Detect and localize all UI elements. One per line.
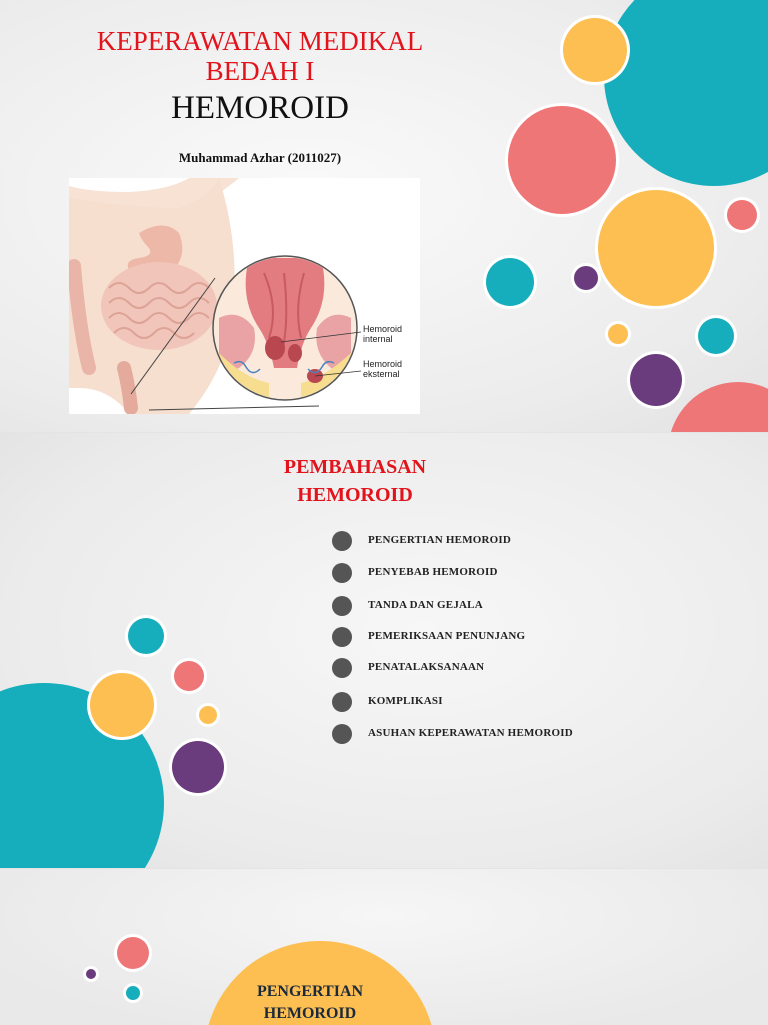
bullet-icon [332, 658, 352, 678]
decor-circle-teal-small [128, 618, 164, 654]
bullet-icon [332, 531, 352, 551]
decor-circle-coral [508, 106, 616, 214]
decor-circle-teal-mini [698, 318, 734, 354]
bullet-icon [332, 627, 352, 647]
label-external-2: eksternal [363, 369, 400, 379]
decor-circle-purple-small [574, 266, 598, 290]
decor-circle-coral-small [117, 937, 149, 969]
decor-circle-yellow-mid [598, 190, 714, 306]
slide-title [0, 0, 768, 432]
section-title-line1: PEMBAHASAN [283, 456, 427, 478]
decor-circle-coral-small [174, 661, 204, 691]
main-title-line1: KEPERAWATAN MEDIKAL [96, 26, 424, 56]
slide-definition [0, 868, 768, 1025]
decor-circle-purple [172, 741, 224, 793]
slide-contents [0, 432, 768, 869]
topic-label: KOMPLIKASI [368, 695, 443, 707]
author-name: Muhammad Azhar (2011027) [178, 150, 342, 165]
subtitle: HEMOROID [171, 90, 349, 126]
topic-label: PENATALAKSANAAN [368, 661, 485, 673]
label-internal-2: internal [363, 334, 393, 344]
definition-title-line2: HEMOROID [263, 1005, 357, 1022]
bullet-icon [332, 724, 352, 744]
bullet-icon [332, 596, 352, 616]
definition-title [230, 981, 390, 1025]
label-internal-1: Hemoroid [363, 324, 403, 334]
topic-label: TANDA DAN GEJALA [368, 599, 483, 611]
topic-label: PENYEBAB HEMOROID [368, 566, 498, 578]
decor-circle-coral-large [668, 382, 768, 432]
definition-title-line1: PENGERTIAN [256, 983, 364, 1000]
decor-circle-purple-tiny [86, 969, 96, 979]
main-title-line2: BEDAH I [205, 56, 315, 86]
label-external-1: Hemoroid [363, 359, 403, 369]
decor-circle-yellow-tiny [199, 706, 217, 724]
decor-circle-coral-small [727, 200, 757, 230]
decor-circle-teal-tiny [126, 986, 140, 1000]
decor-circle-yellow-tiny [608, 324, 628, 344]
bullet-icon [332, 563, 352, 583]
section-title [200, 453, 510, 509]
decor-circle-teal-large [604, 0, 768, 186]
decor-circle-yellow [563, 18, 627, 82]
topic-label: PEMERIKSAAN PENUNJANG [368, 630, 526, 642]
bullet-icon [332, 692, 352, 712]
decor-circle-yellow [90, 673, 154, 737]
topic-label: ASUHAN KEPERAWATAN HEMOROID [368, 727, 573, 739]
section-title-line2: HEMOROID [297, 484, 413, 506]
anatomy-diagram [69, 178, 420, 414]
topic-label: PENGERTIAN HEMOROID [368, 534, 512, 546]
decor-circle-purple [630, 354, 682, 406]
decor-circle-teal-small [486, 258, 534, 306]
hemorrhoid-illustration [69, 178, 420, 414]
